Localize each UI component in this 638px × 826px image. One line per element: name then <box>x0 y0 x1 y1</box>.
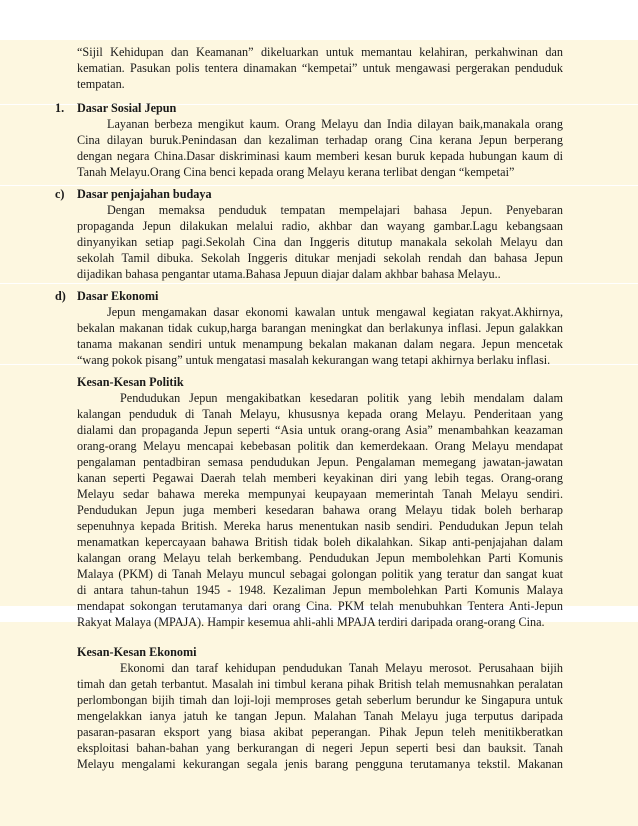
paragraph-line: menamatkan kepercayaan bahawa British tidak boleh dikalahkan. Sikap anti-penjajahan dalam <box>77 535 563 549</box>
paragraph-line: orang-orang Melayu mencapai kebebasan politik dan kemerdekaan. Orang Melayu mendapat <box>77 439 563 453</box>
section-heading: Dasar Sosial Jepun <box>77 101 177 115</box>
paragraph-line: timah dan getah terbantut. Masalah ini timbul kerana pihak British telah memusnahkan peralatan <box>77 677 563 691</box>
paragraph-line: dinyanyikan setiap pagi.Sekolah Cina dan Inggeris ditutup manakala sekolah Melayu dan <box>77 235 563 249</box>
paragraph-line: pengalaman pentadbiran semasa pendudukan Jepun. Pengalaman memegang jawatan-jawatan <box>77 455 563 469</box>
section-heading: Dasar Ekonomi <box>77 289 159 303</box>
paragraph-line: mendapat sokongan terutamanya dari orang Cina. PKM telah menubuhkan Tentera Anti-Jepun <box>77 599 563 613</box>
paragraph-line: perlombongan bijih timah dan loji-loji memproses getah seberlum berundur ke Singapura untuk <box>77 693 563 707</box>
section-number: d) <box>55 289 66 303</box>
paragraph-line: kematian. Pasukan polis tentera dinamakan “kempetai” untuk mengawasi pergerakan penduduk <box>77 61 563 75</box>
paragraph-line: Tanah Melayu.Orang Cina benci kepada orang Melayu kerana terlibat dengan “kempetai” <box>77 165 515 179</box>
paragraph-line: di antara tahun-tahun 1945 - 1948. Kezaliman Jepun membolehkan Parti Komunis Malaya <box>77 583 563 597</box>
paragraph-line: “Sijil Kehidupan dan Keamanan” dikeluarkan untuk memantau kelahiran, perkahwinan dan <box>77 45 563 59</box>
section-number: 1. <box>55 101 65 115</box>
paragraph-line: Pendudukan Jepun mengakibatkan kesedaran politik yang lebih mendalam dalam <box>120 391 563 405</box>
section-heading: Dasar penjajahan budaya <box>77 187 212 201</box>
paragraph-line: Melayu sedar bahawa mereka mempunyai keupayaan memerintah Tanah Melayu sendiri. <box>77 487 563 501</box>
paragraph-line: kalangan penduduk di Tanah Melayu, khususnya kepada orang Melayu. Penderitaan yang <box>77 407 563 421</box>
paragraph-line: Ekonomi dan taraf kehidupan pendudukan Tanah Melayu merosot. Perusahaan bijih <box>120 661 563 675</box>
paragraph-line: tempatan. <box>77 77 125 91</box>
paragraph-line: “wang pokok pisang” untuk mengatasi masalah kekurangan wang tetapi akhirnya berlaku inflasi. <box>77 353 551 367</box>
section-heading: Kesan-Kesan Politik <box>77 375 184 389</box>
section-heading: Kesan-Kesan Ekonomi <box>77 645 197 659</box>
paragraph-line: dijadikan bahasa pengantar utama.Bahasa Jepuun diajar dalam akhbar bahasa Melayu.. <box>77 267 501 281</box>
paragraph-line: Cina dilayan buruk.Penindasan dan kezaliman terhadap orang Cina kerana Jepun berperang <box>77 133 563 147</box>
section-number: c) <box>55 187 65 201</box>
paragraph-line: Melayu mengalami kekurangan segala jenis barang pengguna terutamanya tekstil. Makanan <box>77 757 563 771</box>
paragraph-line: dialami dan propaganda Jepun seperti “Asia untuk orang-orang Asia” menambahkan keazaman <box>77 423 563 437</box>
paragraph-line: dengan negara China.Dasar diskriminasi kaum memberi kesan buruk kepada hubungan kaum di <box>77 149 563 163</box>
paragraph-line: bekalan makanan tidak cukup,harga barangan meningkat dan berlakunya inflasi. Jepun galakkan <box>77 321 563 335</box>
paragraph-line: Malaya (PKM) di Tanah Melayu muncul sebagai golongan politik yang teratur dan sangat kuat <box>77 567 563 581</box>
paragraph-line: Layanan berbeza mengikut kaum. Orang Melayu dan India dilayan baik,manakala orang <box>107 117 563 131</box>
paragraph-line: pasaran-pasaran eksport yang biasa akibat peperangan. Pihak Jepun teleh menitikberatkan <box>77 725 563 739</box>
paragraph-line: tanama makanan sendiri untuk menampung bekalan makanan dalam negara. Jepun mencetak <box>77 337 563 351</box>
paragraph-line: Pendudukan Jepun juga memberi kesedaran bahawa orang Melayu tidak boleh berharap <box>77 503 563 517</box>
paragraph-line: Dengan memaksa penduduk tempatan mempelajari bahasa Jepun. Penyebaran <box>107 203 563 217</box>
paragraph-line: sepenuhnya kepada British. Mereka harus menentukan nasib sendiri. Pendudukan Jepun telah <box>77 519 563 533</box>
paragraph-line: sekolah Tamil dibuka. Sekolah Inggeris ditukar menjadi sekolah rendah dan bahasa Jepun <box>77 251 563 265</box>
paragraph-line: Rakyat Malaya (MPAJA). Hampir kesemua ahli-ahli MPAJA terdiri daripada orang-orang Cina. <box>77 615 545 629</box>
paragraph-line: Jepun mengamakan dasar ekonomi kawalan untuk mengawal kegiatan rakyat.Akhirnya, <box>107 305 563 319</box>
paragraph-line: kanan seperti Pegawai Daerah telah memberi keyakinan diri yang lebih tegas. Orang-orang <box>77 471 563 485</box>
paragraph-line: kalangan orang Melayu telah berkembang. Pendudukan Jepun membolehkan Parti Komunis <box>77 551 563 565</box>
paragraph-line: eksploitasi bahan-bahan yang berkurangan di negeri Jepun seperti besi dan bauksit. Tanah <box>77 741 563 755</box>
paragraph-line: propaganda Jepun dilakukan melalui radio, akhbar dan wayang gambar.Lagu kebangsaan <box>77 219 563 233</box>
paragraph-line: mengelakkan ianya jatuh ke tangan Jepun. Malahan Tanah Melayu juga terputus daripada <box>77 709 563 723</box>
